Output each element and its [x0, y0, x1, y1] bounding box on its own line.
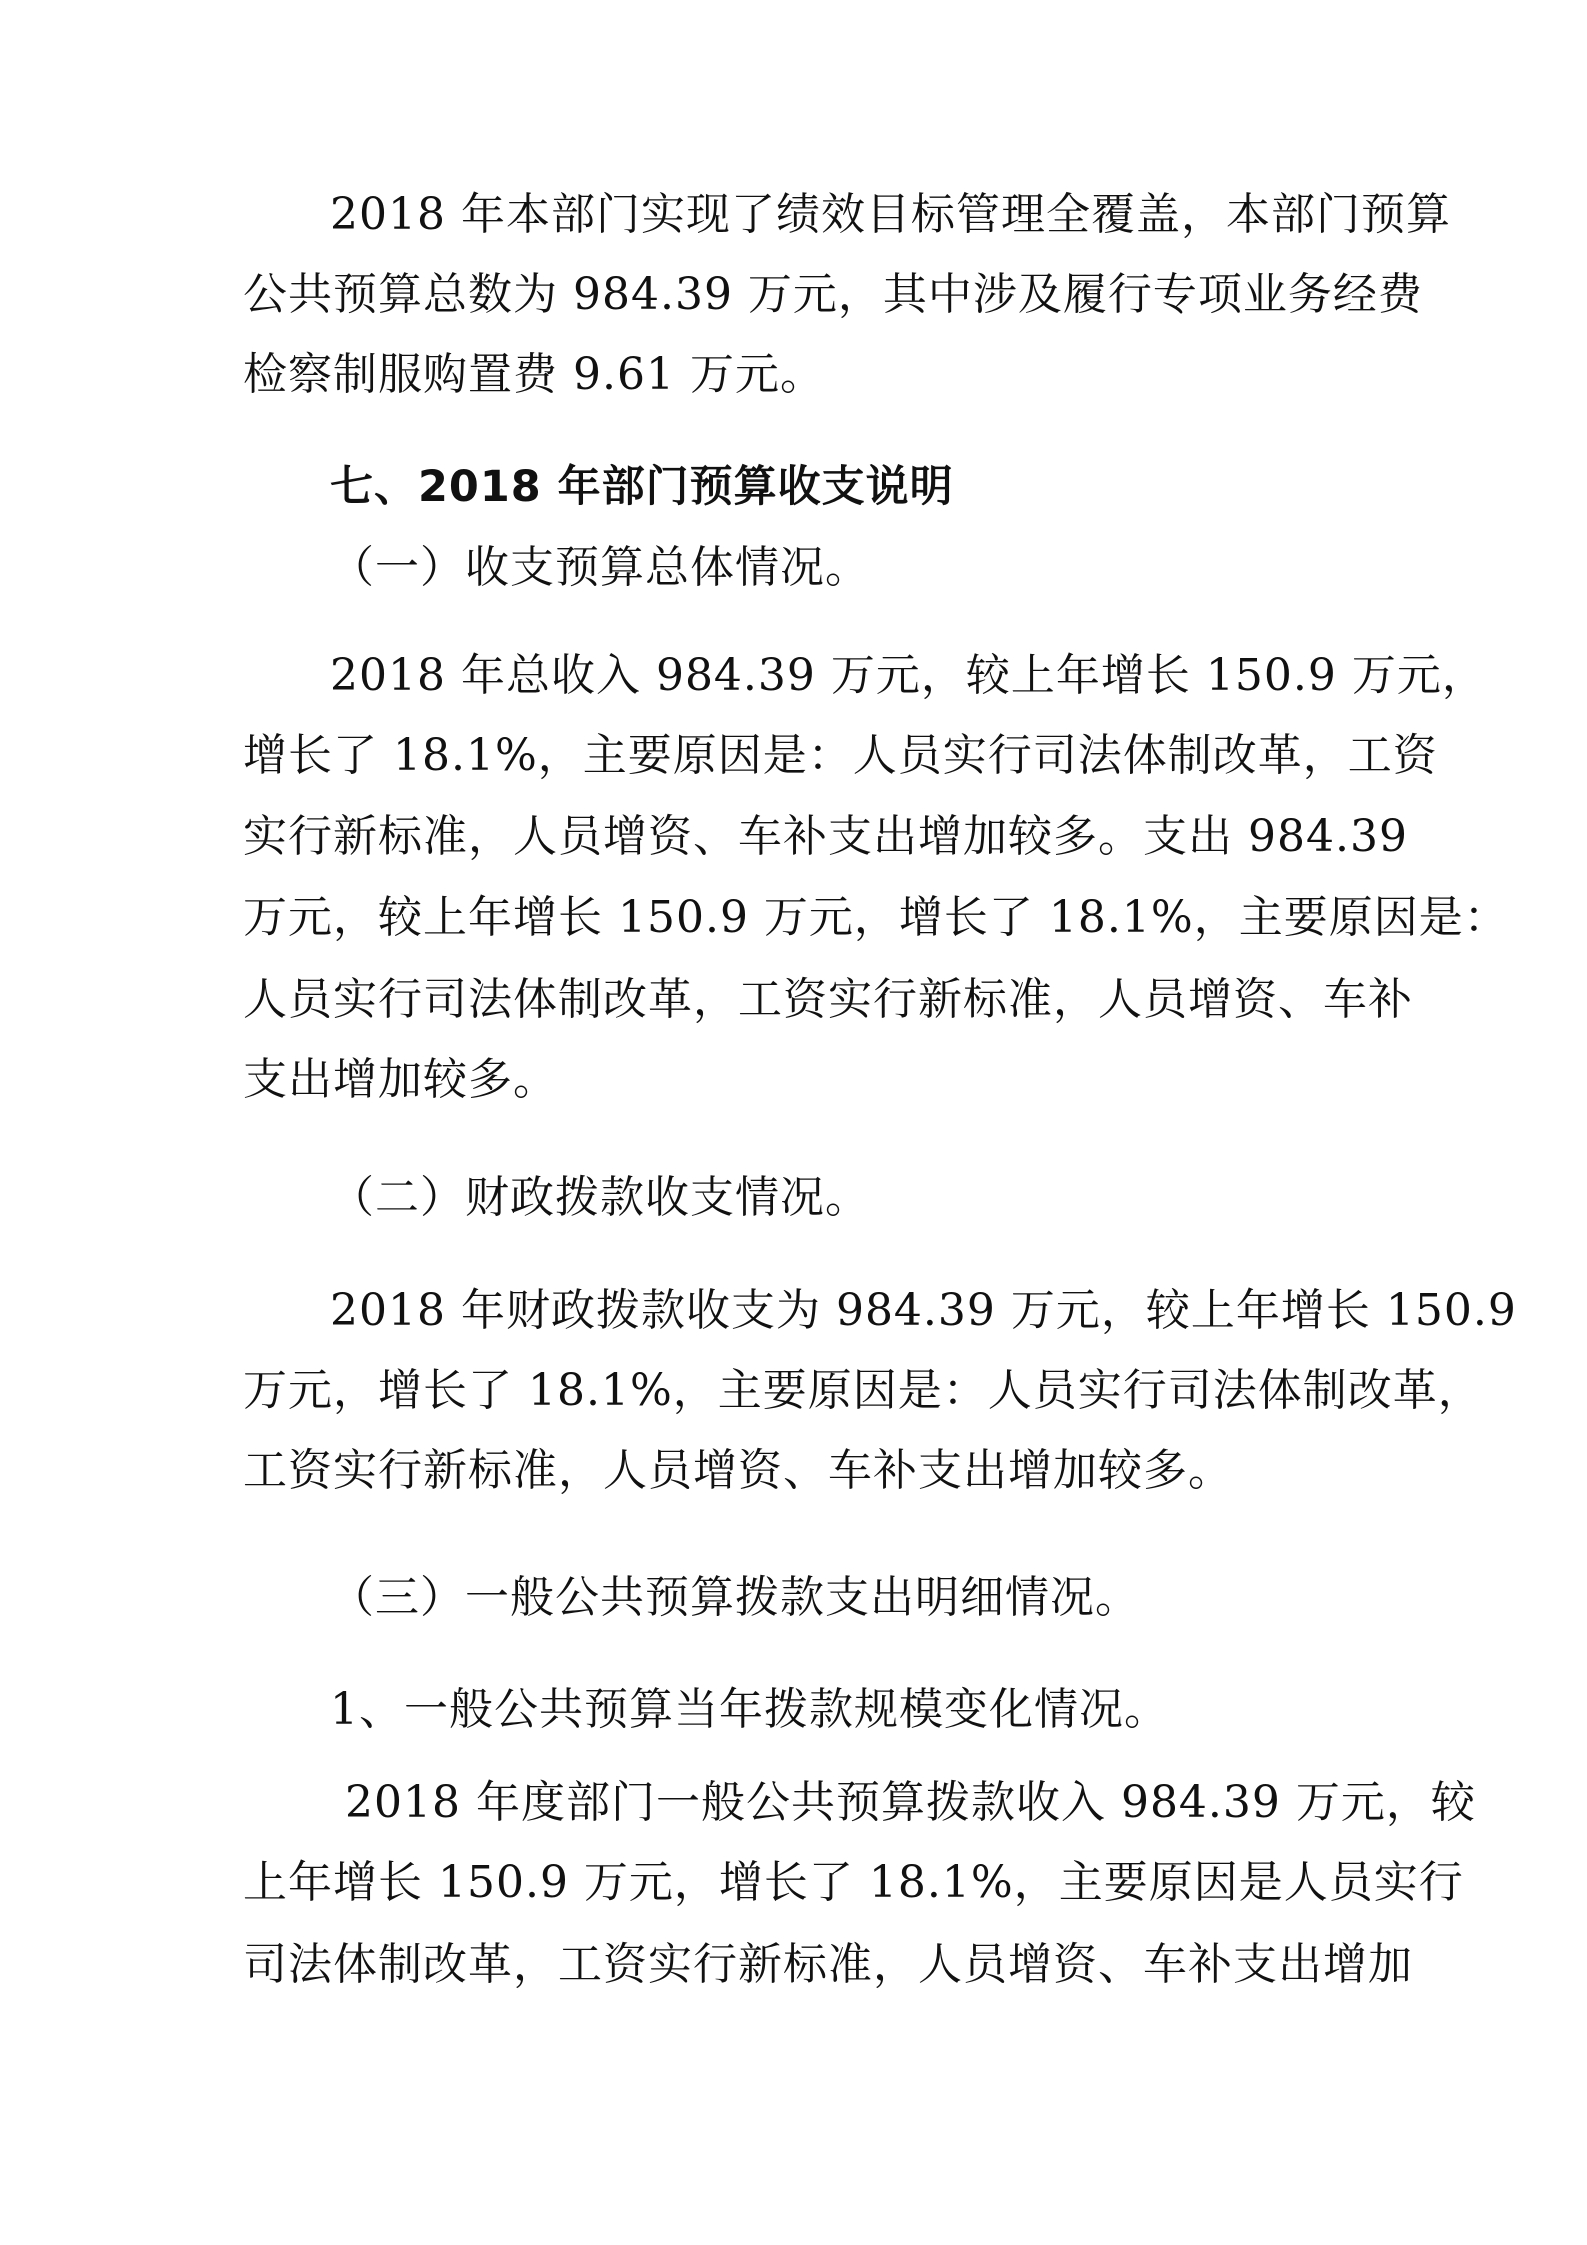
paragraph-2-line-6: 支出增加较多。 — [243, 1054, 558, 1105]
subheading-4: 1、一般公共预算当年拨款规模变化情况。 — [330, 1684, 1169, 1735]
paragraph-3-line-1: 2018 年财政拨款收支为 984.39 万元，较上年增长 150.9 — [330, 1285, 1517, 1336]
subheading-3: （三）一般公共预算拨款支出明细情况。 — [330, 1572, 1140, 1623]
paragraph-1-line-2: 公共预算总数为 984.39 万元，其中涉及履行专项业务经费 — [243, 269, 1423, 320]
paragraph-4-line-1: 2018 年度部门一般公共预算拨款收入 984.39 万元，较 — [345, 1777, 1476, 1828]
subheading-2: （二）财政拨款收支情况。 — [330, 1172, 870, 1223]
paragraph-3-line-2: 万元，增长了 18.1%，主要原因是：人员实行司法体制改革， — [243, 1365, 1483, 1416]
subheading-1: （一）收支预算总体情况。 — [330, 542, 870, 593]
paragraph-4-line-2: 上年增长 150.9 万元，增长了 18.1%，主要原因是人员实行 — [243, 1857, 1464, 1908]
section-heading: 七、2018 年部门预算收支说明 — [330, 462, 954, 512]
paragraph-2-line-3: 实行新标准，人员增资、车补支出增加较多。支出 984.39 — [243, 811, 1408, 862]
paragraph-2-line-4: 万元，较上年增长 150.9 万元，增长了 18.1%，主要原因是： — [243, 892, 1509, 943]
paragraph-2-line-1: 2018 年总收入 984.39 万元，较上年增长 150.9 万元， — [330, 650, 1487, 701]
paragraph-1-line-1: 2018 年本部门实现了绩效目标管理全覆盖，本部门预算 — [330, 189, 1451, 240]
paragraph-2-line-2: 增长了 18.1%，主要原因是：人员实行司法体制改革，工资 — [243, 730, 1438, 781]
paragraph-3-line-3: 工资实行新标准，人员增资、车补支出增加较多。 — [243, 1445, 1233, 1496]
paragraph-2-line-5: 人员实行司法体制改革，工资实行新标准，人员增资、车补 — [243, 974, 1413, 1025]
paragraph-1-line-3: 检察制服购置费 9.61 万元。 — [243, 349, 825, 400]
paragraph-4-line-3: 司法体制改革，工资实行新标准，人员增资、车补支出增加 — [243, 1939, 1413, 1990]
